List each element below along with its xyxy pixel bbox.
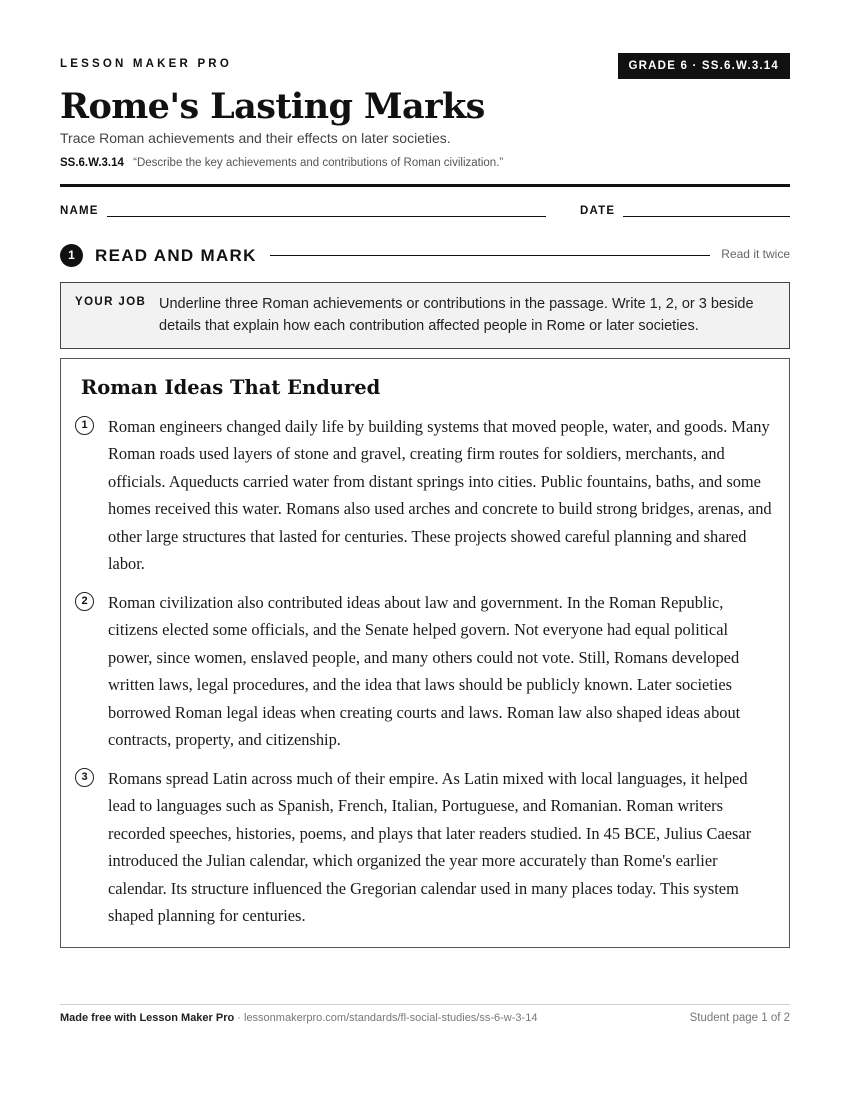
section-divider [270, 255, 710, 256]
paragraph-number: 1 [75, 416, 94, 435]
section-number: 1 [60, 244, 83, 267]
brand-name: LESSON MAKER PRO [60, 58, 232, 70]
task-label: YOUR JOB [75, 296, 147, 308]
section-note: Read it twice [721, 247, 790, 261]
footer-credit [60, 1012, 537, 1024]
paragraph-number: 2 [75, 592, 94, 611]
footer-page-number: Student page 1 of 2 [689, 1012, 790, 1024]
name-field[interactable] [107, 216, 546, 217]
header-divider [60, 184, 790, 187]
standard-line [60, 157, 503, 169]
section-title: READ AND MARK [95, 246, 257, 265]
paragraph-number: 3 [75, 768, 94, 787]
passage-paragraph: Roman engineers changed daily life by building systems that moved people, water, and goods. Many Roman roads used layers of stone and gravel, creating firm routes for soldiers, merchants, and officials. Aqueducts carried water from distant springs into cities. Public fountains, baths, and some homes received this water. Romans also used arches and concrete to build strong bridges, arenas, and other large structures that lasted for centuries. These projects showed careful planning and shared labor. [108, 417, 772, 574]
passage-paragraph: Roman civilization also contributed ideas about law and government. In the Roman Republic, citizens elected some officials, and the Senate helped govern. Not everyone had equal political power, since women, enslaved people, and many others could not vote. Still, Romans developed written laws, legal procedures, and the idea that laws should be publicly known. Later societies borrowed Roman legal ideas when creating courts and laws. Roman law also shaped ideas about contracts, property, and citizenship. [108, 593, 741, 750]
footer-made-with: Made free with Lesson Maker Pro [60, 1012, 235, 1024]
footer-url[interactable]: · lessonmakerpro.com/standards/fl-social-studies/ss-6-w-3-14 [234, 1012, 538, 1024]
page-title: Rome's Lasting Marks [60, 86, 485, 127]
name-label: NAME [60, 205, 99, 217]
passage-box [60, 358, 790, 948]
date-label: DATE [580, 205, 616, 217]
task-text: Underline three Roman achievements or contributions in the passage. Write 1, 2, or 3 beside details that explain how each contribution affected people in Rome or later societies. [159, 296, 754, 334]
passage-paragraph: Romans spread Latin across much of their empire. As Latin mixed with local languages, it helped lead to languages such as Spanish, French, Italian, Portuguese, and Romanian. Roman writers recorded speeches, histories, poems, and plays that later readers studied. In 45 BCE, Julius Caesar introduced the Julian calendar, which organized the year more accurately than Rome's earlier calendar. Its structure influenced the Gregorian calendar used in many places today. This system shaped planning for centuries. [108, 769, 752, 926]
worksheet-page [60, 0, 790, 1100]
standard-code: SS.6.W.3.14 [60, 157, 124, 169]
standard-quote: “Describe the key achievements and contributions of Roman civilization.” [133, 157, 504, 169]
passage-title: Roman Ideas That Endured [81, 376, 381, 399]
grade-badge: GRADE 6 · SS.6.W.3.14 [618, 53, 790, 79]
footer-divider [60, 1004, 790, 1005]
date-field[interactable] [623, 216, 790, 217]
task-box [60, 282, 790, 349]
page-subtitle: Trace Roman achievements and their effects on later societies. [60, 130, 451, 146]
